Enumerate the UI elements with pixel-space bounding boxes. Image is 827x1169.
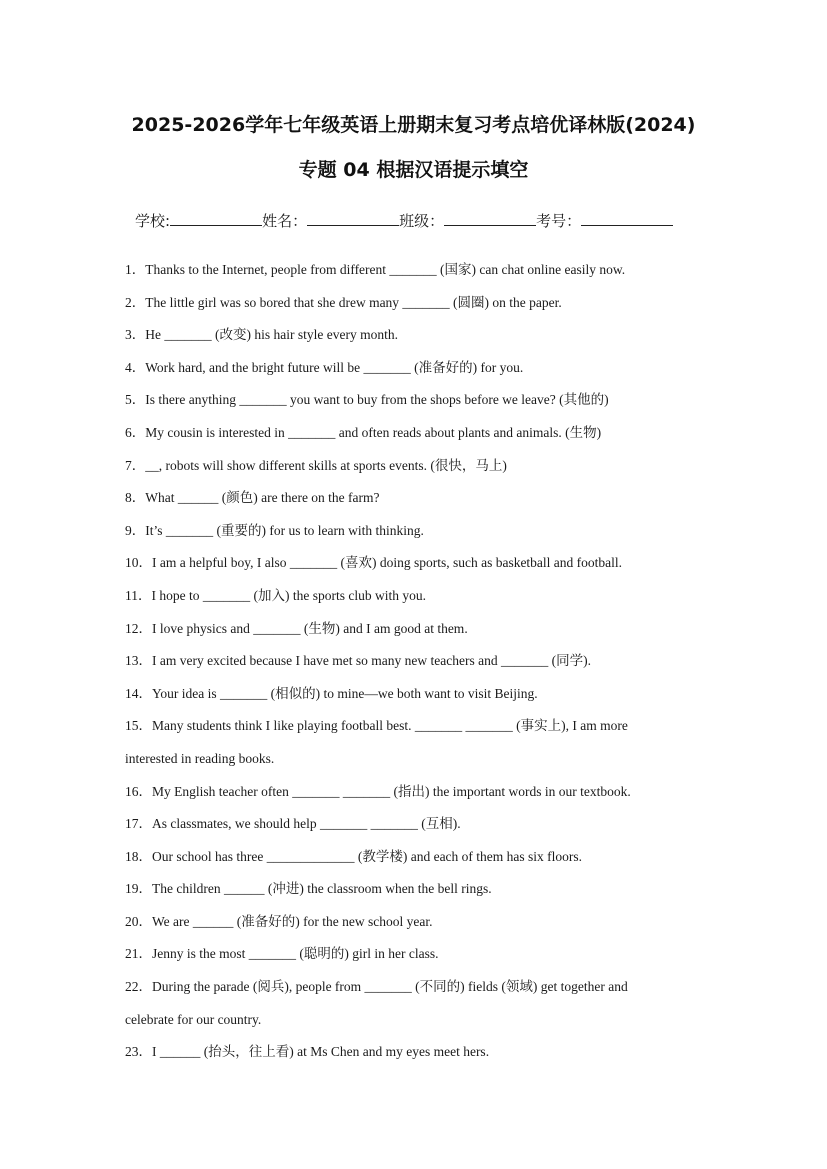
- question-item: 4．Work hard, and the bright future will be _______ (准备好的) for you.: [125, 359, 524, 375]
- question-item: 20．We are ______ (准备好的) for the new school year.: [125, 913, 433, 929]
- exam-number-label: 考号：: [536, 212, 582, 230]
- name-blank: [307, 210, 399, 226]
- question-item: 18．Our school has three _____________ (教学楼) and each of them has six floors.: [125, 848, 583, 864]
- question-item: 14．Your idea is _______ (相似的) to mine—we both want to visit Beijing.: [125, 685, 538, 701]
- class-label: 班级：: [399, 212, 445, 230]
- question-item: 10．I am a helpful boy, I also _______ (喜欢) doing sports, such as basketball and football.: [125, 555, 623, 571]
- question-item: 11．I hope to _______ (加入) the sports club with you.: [125, 587, 426, 603]
- question-item: 2．The little girl was so bored that she drew many _______ (圆圈) on the paper.: [125, 294, 562, 310]
- class-blank: [444, 210, 536, 226]
- document-subtitle: 专题 04 根据汉语提示填空: [298, 159, 529, 181]
- question-item: 16．My English teacher often _______ _______ (指出) the important words in our textbook.: [125, 783, 631, 799]
- name-label: 姓名：: [262, 212, 308, 230]
- question-item: 21．Jenny is the most _______ (聪明的) girl in her class.: [125, 946, 439, 962]
- question-item: 3．He _______ (改变) his hair style every month.: [125, 327, 398, 343]
- question-item: 9．It’s _______ (重要的) for us to learn with thinking.: [125, 522, 424, 538]
- student-info-row: [135, 210, 673, 231]
- school-blank: [170, 210, 262, 226]
- question-item: 6．My cousin is interested in _______ and often reads about plants and animals. (生物): [125, 424, 602, 440]
- question-list: [125, 254, 705, 1069]
- question-item: 5．Is there anything _______ you want to buy from the shops before we leave? (其他的): [125, 392, 609, 408]
- question-item: 19．The children ______ (冲进) the classroom when the bell rings.: [125, 881, 492, 897]
- document-title: 2025-2026学年七年级英语上册期末复习考点培优译林版(2024): [131, 114, 696, 136]
- question-item: 15．Many students think I like playing football best. _______ _______ (事实上), I am more: [125, 718, 628, 734]
- question-continuation: celebrate for our country.: [125, 1011, 262, 1027]
- question-continuation: interested in reading books.: [125, 750, 275, 766]
- school-label: 学校:: [135, 212, 171, 230]
- question-item: 1．Thanks to the Internet, people from different _______ (国家) can chat online easily now.: [125, 262, 626, 277]
- question-item: 12．I love physics and _______ (生物) and I am good at them.: [125, 620, 468, 636]
- exam-number-blank: [581, 210, 673, 226]
- question-item: 7．__, robots will show different skills at sports events. (很快，马上): [125, 457, 507, 473]
- question-item: 23．I ______ (抬头，往上看) at Ms Chen and my eyes meet hers.: [125, 1044, 490, 1060]
- question-item: 13．I am very excited because I have met so many new teachers and _______ (同学).: [125, 653, 591, 669]
- question-item: 22．During the parade (阅兵), people from _______ (不同的) fields (领域) get together and: [125, 979, 628, 995]
- question-item: 8．What ______ (颜色) are there on the farm?: [125, 490, 380, 506]
- question-item: 17．As classmates, we should help _______ _______ (互相).: [125, 816, 461, 832]
